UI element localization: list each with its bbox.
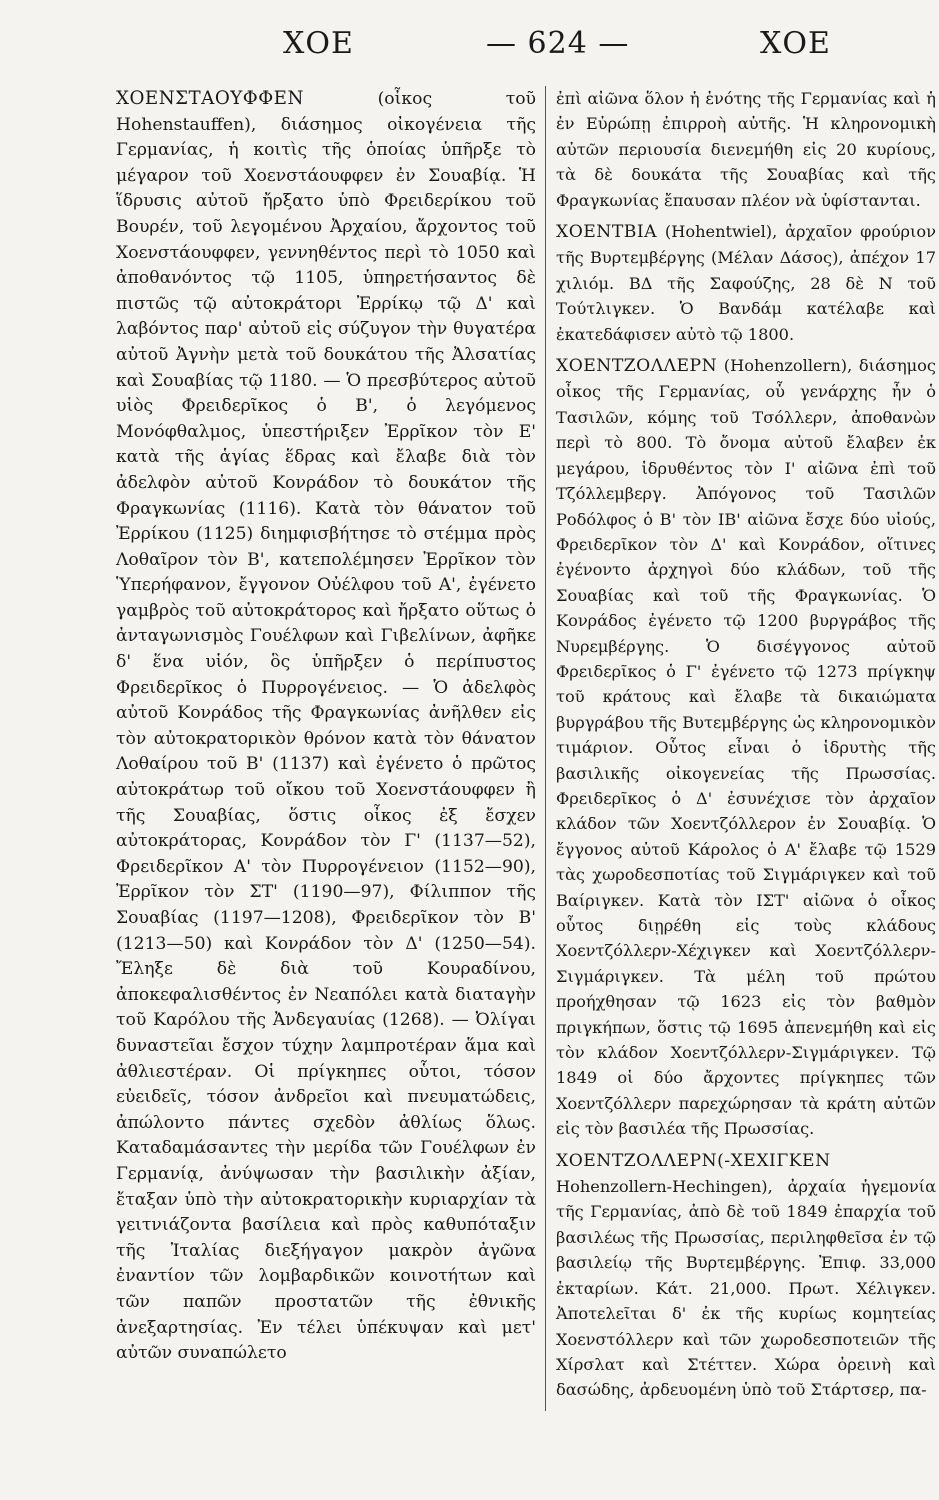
entry-hohentwiel [556, 219, 936, 347]
entry-lemma: ΧΟΕΝΤΖΟΛΛΕΡΝ [556, 356, 718, 377]
entry-text: (Hohenzollern), διάσημος οἶκος τῆς Γερμανίας, οὗ γενάρχης ἦν ὁ Τασιλῶν, κόμης τοῦ Τσόλλερν, ἀποθανὼν περὶ τὸ 800. Τὸ ὄνομα αὐτοῦ ἔλαβεν ἐκ μεγάρου, ἱδρυθέντος τὸν Ι' αἰῶνα ἐπὶ τοῦ Τζόλλεμβεργ. Ἀπόγονος τοῦ Τασιλῶν Ροδόλφος ὁ Β' τὸν ΙΒ' αἰῶνα ἔσχε δύο υἱούς, Φρειδερῖκον τὸν Δ' καὶ Κονράδον, οἵτινες ἐγένοντο ἀρχηγοὶ δύο κλάδων, τοῦ τῆς Σουαβίας καὶ τοῦ τῆς Φραγκωνίας. Ὁ Κονράδος ἐγένετο τῷ 1200 βυργράβος τῆς Νυρεμβέργης. Ὁ δισέγγονος αὐτοῦ Φρειδερῖκος ὁ Γ' ἐγένετο τῷ 1273 πρίγκηψ τοῦ κράτους καὶ ἔλαβε τὰ δικαιώματα βυργράβου τῆς Βυτεμβέργης ὡς κληρονομικὸν τιμάριον. Οὗτος εἶναι ὁ ἱδρυτὴς τῆς βασιλικῆς οἰκογενείας τῆς Πρωσσίας. Φρειδερῖκος ὁ Δ' ἐσυνέχισε τὸν ἀρχαῖον κλάδον τῶν Χοεντζόλλερον ἐν Σουαβίᾳ. Ὁ ἔγγονος αὐτοῦ Κάρολος ὁ Α' ἔλαβε τῷ 1529 τὰς χωροδεσποτίας τοῦ Σιγμάριγκεν καὶ τοῦ Βαίριγκεν. Κατὰ τὸν ΙΣΤ' αἰῶνα ὁ οἶκος οὗτος διῃρέθη εἰς τοὺς κλάδους Χοεντζόλλερν-Χέχιγκεν καὶ Χοεντζόλλερν-Σιγμάριγκεν. Τὰ μέλη τοῦ πρώτου προήχθησαν τῷ 1623 εἰς τὸν βαθμὸν πριγκήπων, ὅστις τῷ 1695 ἀπενεμήθη καὶ εἰς τὸν κλάδον Χοεντζόλλερν-Σιγμάριγκεν. Τῷ 1849 οἱ δύο ἄρχοντες πρίγκηπες τῶν Χοεντζόλλερν παρεχώρησαν τὰ κράτη αὐτῶν εἰς τὸν βασιλέα τῆς Πρωσσίας. [556, 356, 936, 1139]
running-head-right: ΧΟΕ [760, 26, 831, 61]
entry-lemma: ΧΟΕΝΤΒΙΑ [556, 222, 658, 243]
entry-text: (Hohentwiel), ἀρχαῖον φρούριον τῆς Βυρτεμβέργης (Μέλαν Δάσος), ἀπέχον 17 χιλιόμ. ΒΔ τῆς Σαφούζης, 28 δὲ Ν τοῦ Τούτλιγκεν. Ὁ Βανδάμ κατέλαβε καὶ ἐκατεδάφισεν αὐτὸ τῷ 1800. [556, 222, 936, 344]
left-column [116, 86, 536, 1373]
column-divider [545, 86, 546, 1411]
entry-continuation [556, 86, 936, 213]
running-head-left: ΧΟΕ [283, 26, 354, 61]
entry-lemma: ΧΟΕΝΤΖΟΛΛΕΡΝ(-ΧΕΧΙΓΚΕΝ [556, 1150, 831, 1171]
right-column [556, 86, 936, 1409]
entry-hohenzollern-hechingen [556, 1148, 936, 1403]
entry-hohenzollern [556, 353, 936, 1142]
page-header [0, 26, 939, 72]
entry-hohenstaufen [116, 86, 536, 1367]
page-number: — 624 — [486, 26, 630, 61]
entry-lemma: ΧΟΕΝΣΤΑΟΥΦΦΕΝ [116, 88, 304, 109]
entry-text: Hohenzollern-Hechingen), ἀρχαία ἡγεμονία τῆς Γερμανίας, ἀπὸ δὲ τοῦ 1849 ἐπαρχία τοῦ βασιλέως τῆς Πρωσσίας, περιληφθεῖσα ἐν τῷ βασιλείῳ τῆς Βυρτεμβέργης. Ἐπιφ. 33,000 ἑκταρίων. Κάτ. 21,000. Πρωτ. Χέλιγκεν. Ἀποτελεῖται δ' ἐκ τῆς κυρίως κομητείας Χοενστόλλερν καὶ τῶν χωροδεσποτειῶν τῆς Χίρσλατ καὶ Στέττεν. Χώρα ὀρεινὴ καὶ δασώδης, ἀρδευομένη ὑπὸ τοῦ Στάρτσερ, πα- [556, 1177, 936, 1400]
entry-text: ἐπὶ αἰῶνα ὅλον ἡ ἑνότης τῆς Γερμανίας καὶ ἡ ἐν Εὐρώπῃ ἐπιρροὴ αὐτῆς. Ἡ κληρονομικὴ αὐτῶν περιουσία διενεμήθη εἰς 20 κυρίους, τὰ δὲ δουκάτα τῆς Σουαβίας καὶ τῆς Φραγκωνίας ἔπαυσαν πλέον νὰ ὑφίστανται. [556, 89, 936, 210]
entry-text: (οἶκος τοῦ Hohenstauffen), διάσημος οἰκογένεια τῆς Γερμανίας, ἡ κοιτὶς τῆς ὁποίας ὑπῆρξε τὸ μέγαρον τοῦ Χοενστάουφφεν ἐν Σουαβίᾳ. Ἡ ἵδρυσις αὐτοῦ ἤρξατο ὑπὸ Φρειδερίκου τοῦ Βουρέν, τοῦ λεγομένου Ἀρχαίου, ἄρχοντος τοῦ Χοενστάουφφεν, γεννηθέντος περὶ τὸ 1050 καὶ ἀποθανόντος τῷ 1105, ὑπηρετήσαντος δὲ πιστῶς τῷ αὐτοκράτορι Ἐρρίκῳ τῷ Δ' καὶ λαβόντος παρ' αὐτοῦ εἰς σύζυγον τὴν θυγατέρα αὐτοῦ Ἀγνὴν μετὰ τοῦ δουκάτου τῆς Ἀλσατίας καὶ Σουαβίας τῷ 1180. — Ὁ πρεσβύτερος αὐτοῦ υἱὸς Φρειδερῖκος ὁ Β', ὁ λεγόμενος Μονόφθαλμος, ὑπεστήριξεν Ἐρρῖκον τὸν Ε' κατὰ τῆς ἁγίας ἕδρας καὶ ἔλαβε διὰ τὸν ἀδελφὸν αὐτοῦ Κονράδον τὸ δουκάτον τῆς Φραγκωνίας (1116). Κατὰ τὸν θάνατον τοῦ Ἐρρίκου (1125) διημφισβήτησε τὸ στέμμα πρὸς Λοθαῖρον τὸν Β', κατεπολέμησεν Ἐρρῖκον τὸν Ὑπερήφανον, ἔγγονον Οὐέλφου τοῦ Α', ἐγένετο γαμβρὸς τοῦ αὐτοκράτορος καὶ ἤρξατο οὕτως ὁ ἀνταγωνισμὸς Γουέλφων καὶ Γιβελίνων, ἀφῆκε δ' ἕνα υἱόν, ὃς ὑπῆρξεν ὁ περίπυστος Φρειδερῖκος ὁ Πυρρογένειος. — Ὁ ἀδελφὸς αὐτοῦ Κονράδος τῆς Φραγκωνίας ἀνῆλθεν εἰς τὸν αὐτοκρατορικὸν θρόνον κατὰ τὸν θάνατον Λοθαίρου τοῦ Β' (1137) καὶ ἐγένετο ὁ πρῶτος αὐτοκράτωρ τοῦ οἴκου τοῦ Χοενστάουφφεν ἢ τῆς Σουαβίας, ὅστις οἶκος ἐξ ἔσχεν αὐτοκράτορας, Κονράδον τὸν Γ' (1137—52), Φρειδερῖκον Α' τὸν Πυρρογένειον (1152—90), Ἐρρῖκον τὸν ΣΤ' (1190—97), Φίλιππον τῆς Σουαβίας (1197—1208), Φρειδερῖκον τὸν Β' (1213—50) καὶ Κονράδον τὸν Δ' (1250—54). Ἔληξε δὲ διὰ τοῦ Κουραδίνου, ἀποκεφαλισθέντος ἐν Νεαπόλει κατὰ διαταγὴν τοῦ Καρόλου τῆς Ἀνδεγαυίας (1268). — Ὀλίγαι δυναστεῖαι ἔσχον τύχην λαμπροτέραν ἅμα καὶ ἀθλιεστέραν. Οἱ πρίγκηπες οὗτοι, τόσον εὐειδεῖς, τόσον ἀνδρεῖοι καὶ πνευματώδεις, ἀπώλοντο πάντες σχεδὸν ἀθλίως ὅλως. Καταδαμάσαντες τὴν μερίδα τῶν Γουέλφων ἐν Γερμανίᾳ, ἀνύψωσαν τὴν βασιλικὴν ἀξίαν, ἔταξαν ὑπὸ τὴν αὐτοκρατορικὴν κυριαρχίαν τὰ γειτνιάζοντα βασίλεια καὶ πρὸς καθυπόταξιν τῆς Ἰταλίας διεξήγαγον μακρὸν ἀγῶνα ἐναντίον τῶν λομβαρδικῶν κοινοτήτων καὶ τῶν παπῶν προστατῶν τῆς ἐθνικῆς ἀνεξαρτησίας. Ἐν τέλει ὑπέκυψαν καὶ μετ' αὐτῶν συναπώλετο [116, 89, 537, 1364]
